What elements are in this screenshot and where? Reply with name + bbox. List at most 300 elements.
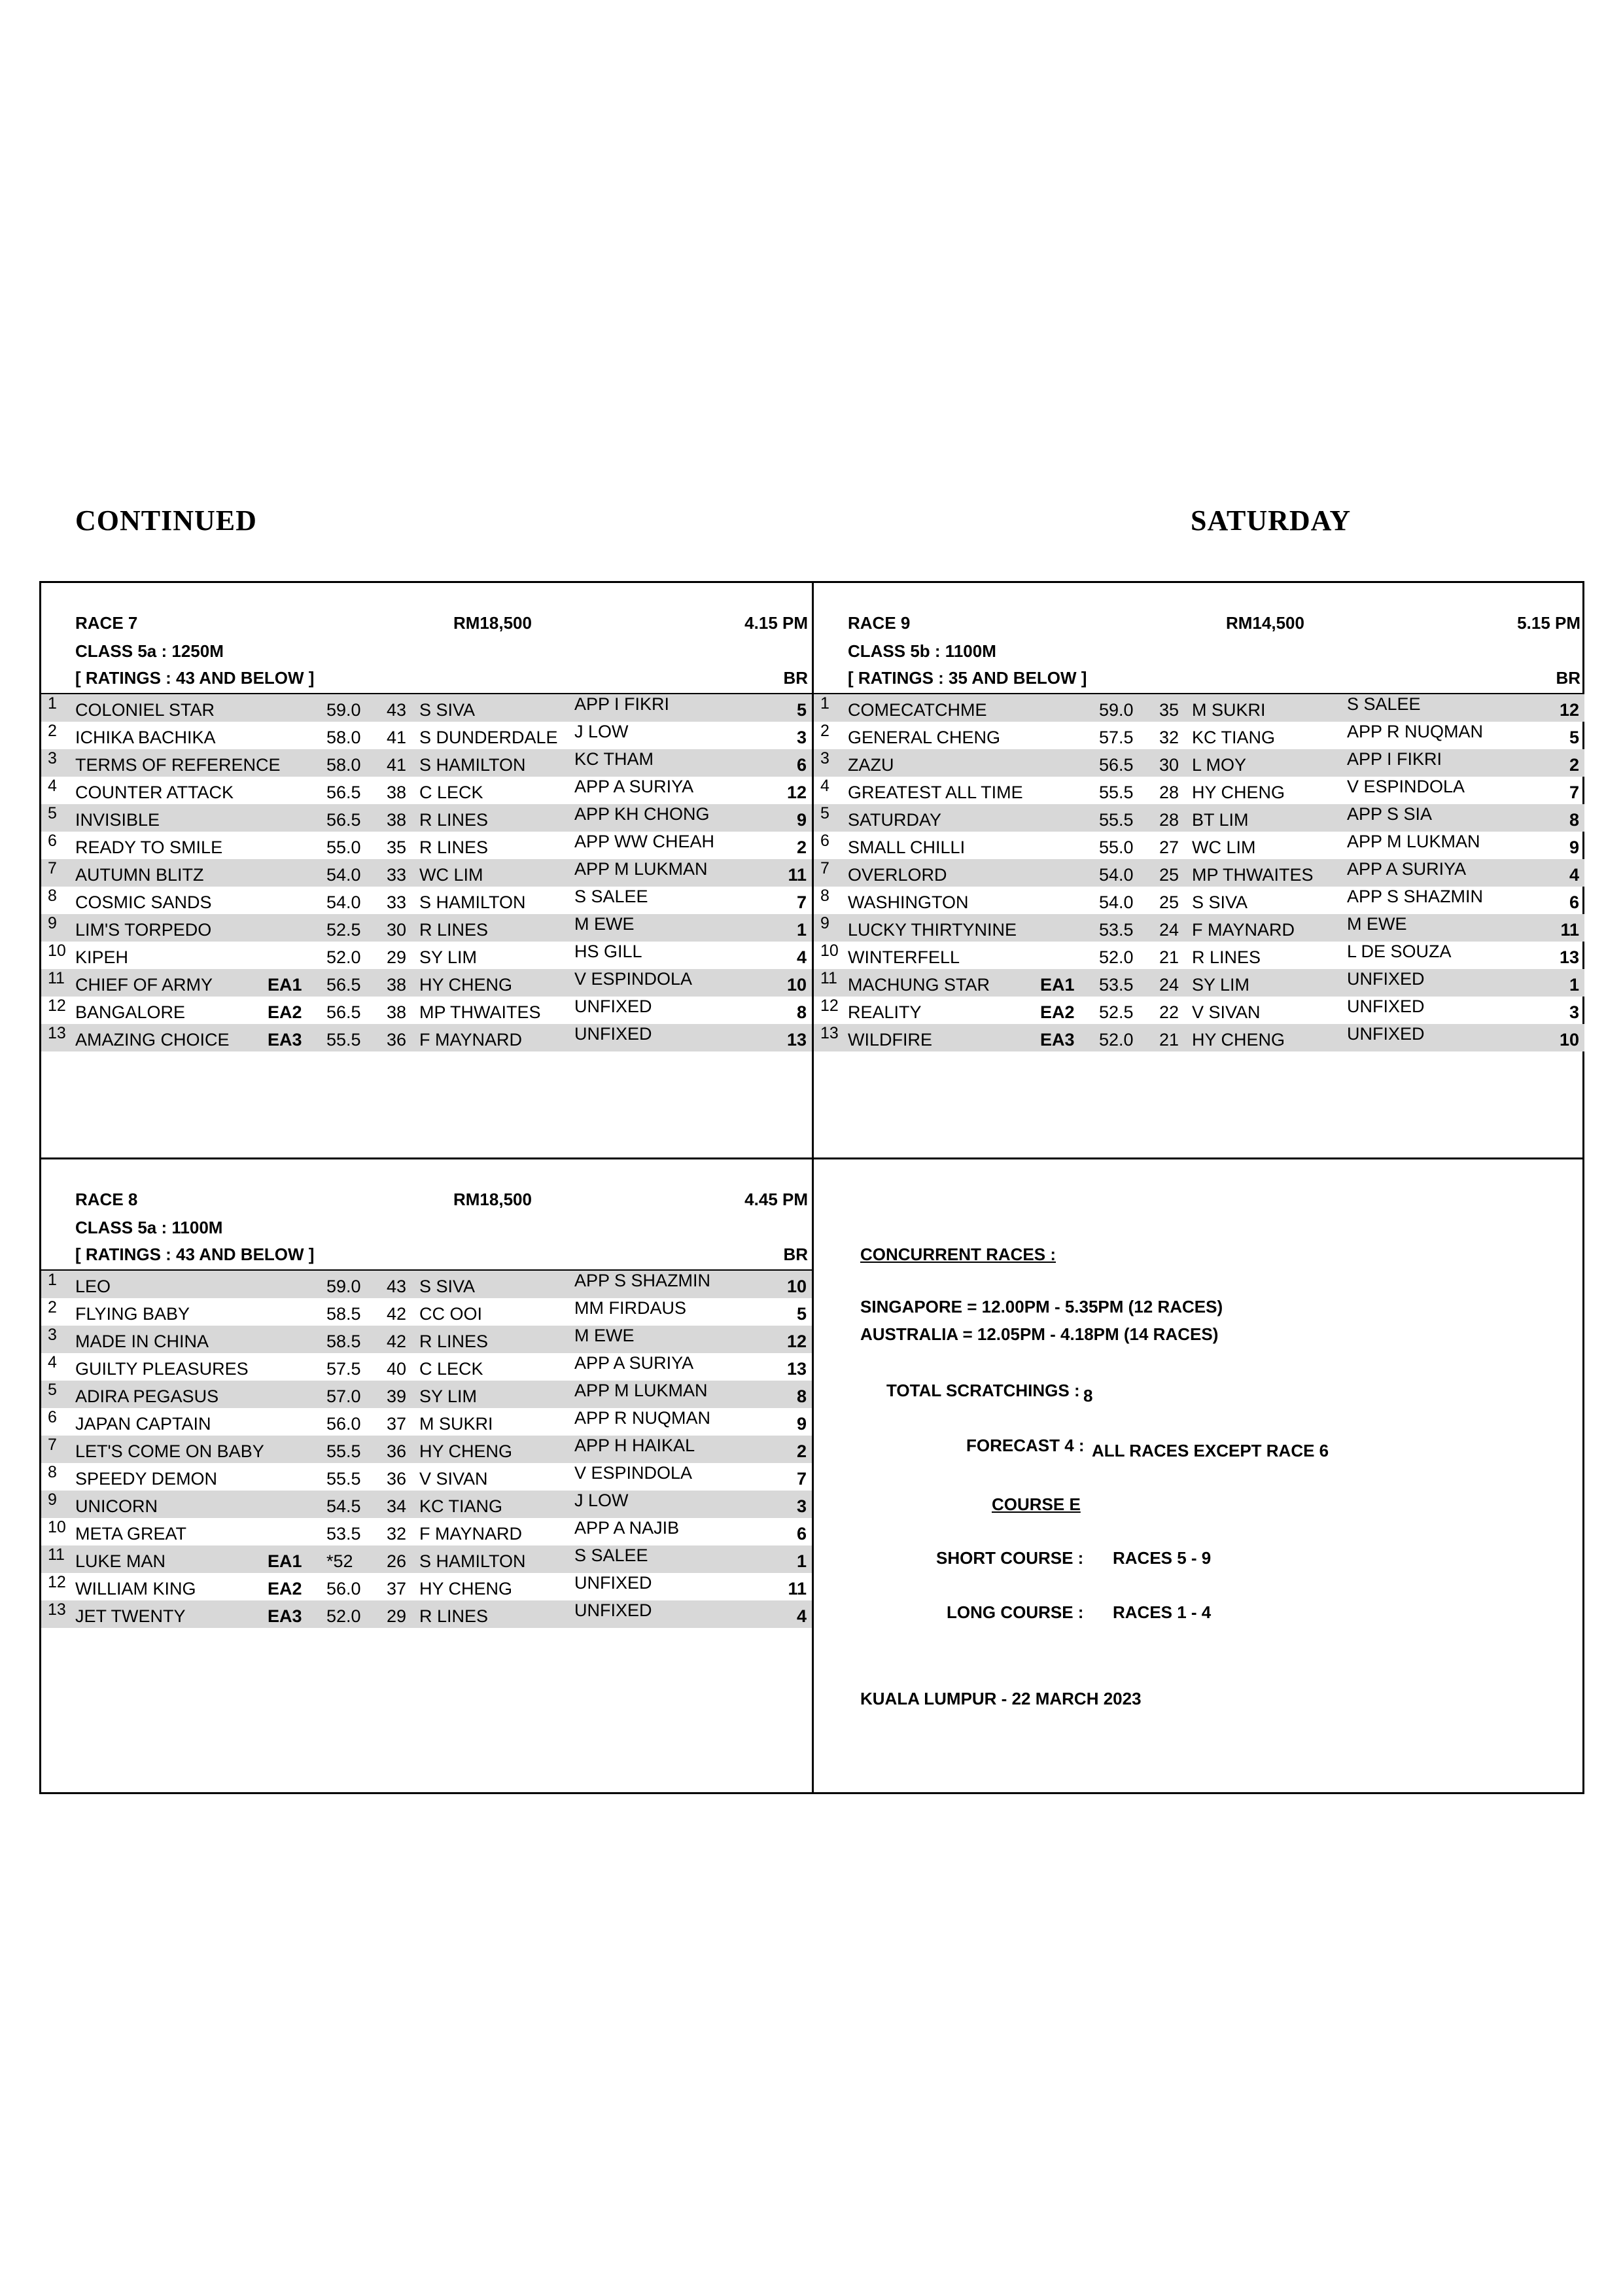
entry-row [41, 859, 812, 887]
race-ratings: [ RATINGS : 35 AND BELOW ] [848, 668, 1087, 688]
trainer: APP WW CHEAH [574, 832, 715, 851]
horizontal-divider [41, 1157, 1582, 1159]
entry-row [41, 777, 812, 804]
entry-row [41, 1545, 812, 1573]
emergency-acceptor: EA3 [1040, 1030, 1075, 1050]
entry-row [814, 694, 1584, 722]
barrier: 9 [796, 1414, 807, 1434]
entry-number: 12 [48, 997, 66, 1015]
rating: 30 [1159, 755, 1179, 775]
jockey: L MOY [1192, 755, 1247, 775]
barrier: 11 [788, 865, 807, 885]
rating: 21 [1159, 947, 1179, 967]
horse-name: SMALL CHILLI [848, 838, 966, 857]
jockey: C LECK [419, 1359, 483, 1379]
place-date: KUALA LUMPUR - 22 MARCH 2023 [860, 1689, 1142, 1708]
rating: 32 [1159, 728, 1179, 747]
rating: 25 [1159, 865, 1179, 885]
jockey: S DUNDERDALE [419, 728, 558, 747]
entry-number: 12 [820, 997, 839, 1015]
emergency-acceptor: EA3 [268, 1606, 302, 1626]
horse-name: WINTERFELL [848, 947, 960, 967]
jockey: HY CHENG [419, 1579, 513, 1598]
weight: 53.5 [1099, 920, 1134, 940]
jockey: S HAMILTON [419, 892, 526, 912]
continued-heading: CONTINUED [75, 504, 257, 537]
entry-number: 9 [820, 914, 829, 932]
entry-number: 11 [820, 969, 837, 987]
barrier: 6 [1569, 892, 1579, 912]
jockey: C LECK [419, 783, 483, 802]
horse-name: LUCKY THIRTYNINE [848, 920, 1017, 940]
jockey: SY LIM [419, 1386, 478, 1406]
horse-name: INVISIBLE [75, 810, 160, 830]
weight: 56.5 [326, 783, 361, 802]
entry-number: 2 [48, 1298, 57, 1316]
trainer: L DE SOUZA [1347, 942, 1452, 961]
weight: 56.5 [326, 1002, 361, 1022]
weight: 52.0 [1099, 1030, 1134, 1050]
jockey: V SIVAN [1192, 1002, 1261, 1022]
weight: 54.0 [326, 865, 361, 885]
jockey: R LINES [419, 1606, 489, 1626]
trainer: APP M LUKMAN [1347, 832, 1480, 851]
jockey: S SIVA [1192, 892, 1248, 912]
entry-row [41, 1491, 812, 1518]
rating: 28 [1159, 783, 1179, 802]
rating: 36 [387, 1441, 407, 1461]
rating: 43 [387, 700, 407, 720]
horse-name: AUTUMN BLITZ [75, 865, 204, 885]
race-ratings: [ RATINGS : 43 AND BELOW ] [75, 668, 315, 688]
weight: 54.0 [326, 892, 361, 912]
race-ratings: [ RATINGS : 43 AND BELOW ] [75, 1245, 315, 1264]
barrier: 11 [1560, 920, 1579, 940]
race-prize: RM18,500 [453, 613, 532, 633]
trainer: J LOW [574, 1491, 629, 1510]
entry-row [41, 1326, 812, 1353]
horse-name: CHIEF OF ARMY [75, 975, 213, 995]
entry-row [41, 969, 812, 997]
entry-number: 4 [48, 777, 57, 795]
jockey: MP THWAITES [419, 1002, 541, 1022]
trainer: APP S SIA [1347, 804, 1433, 824]
entry-number: 8 [48, 887, 57, 905]
rating: 32 [387, 1524, 407, 1544]
entry-number: 13 [48, 1024, 66, 1042]
horse-name: JAPAN CAPTAIN [75, 1414, 211, 1434]
entry-row [41, 749, 812, 777]
entry-row [41, 1353, 812, 1381]
rating: 26 [387, 1551, 407, 1571]
entry-number: 13 [48, 1600, 66, 1619]
entry-row [41, 722, 812, 749]
weight: 55.5 [1099, 783, 1134, 802]
horse-name: READY TO SMILE [75, 838, 223, 857]
weight: 52.5 [326, 920, 361, 940]
horse-name: ADIRA PEGASUS [75, 1386, 219, 1406]
barrier: 2 [796, 838, 807, 857]
weight: 55.5 [326, 1469, 361, 1489]
weight: 59.0 [326, 1277, 361, 1296]
horse-name: COUNTER ATTACK [75, 783, 234, 802]
trainer: V ESPINDOLA [1347, 777, 1465, 796]
entry-row [41, 1600, 812, 1628]
jockey: F MAYNARD [419, 1524, 523, 1544]
barrier: 1 [796, 1551, 807, 1571]
weight: 58.0 [326, 728, 361, 747]
barrier: 3 [796, 1496, 807, 1516]
entry-number: 1 [48, 694, 57, 713]
race-time: 4.45 PM [744, 1190, 808, 1209]
jockey: R LINES [419, 920, 489, 940]
jockey: R LINES [419, 810, 489, 830]
weight: 56.0 [326, 1414, 361, 1434]
jockey: BT LIM [1192, 810, 1249, 830]
jockey: V SIVAN [419, 1469, 488, 1489]
weight: 55.5 [1099, 810, 1134, 830]
barrier: 5 [796, 700, 807, 720]
rating: 25 [1159, 892, 1179, 912]
jockey: KC TIANG [419, 1496, 503, 1516]
barrier: 11 [788, 1579, 807, 1598]
barrier: 4 [1569, 865, 1579, 885]
weight: 57.5 [326, 1359, 361, 1379]
race-class: CLASS 5b : 1100M [848, 641, 996, 661]
trainer: APP A SURIYA [574, 777, 694, 796]
entry-number: 5 [48, 804, 57, 822]
trainer: UNFIXED [574, 1573, 652, 1593]
horse-name: TERMS OF REFERENCE [75, 755, 281, 775]
jockey: S HAMILTON [419, 755, 526, 775]
barrier: 12 [786, 1332, 807, 1351]
horse-name: ZAZU [848, 755, 894, 775]
jockey: WC LIM [1192, 838, 1256, 857]
rating: 34 [387, 1496, 407, 1516]
trainer: APP H HAIKAL [574, 1436, 695, 1455]
barrier: 8 [796, 1386, 807, 1406]
horse-name: LIM'S TORPEDO [75, 920, 212, 940]
entry-number: 6 [48, 1408, 57, 1426]
horse-name: FLYING BABY [75, 1304, 190, 1324]
emergency-acceptor: EA1 [268, 975, 302, 995]
trainer: UNFIXED [1347, 969, 1425, 989]
barrier: 12 [786, 783, 807, 802]
trainer: APP A SURIYA [1347, 859, 1467, 879]
long-course-label: LONG COURSE : [947, 1602, 1084, 1622]
trainer: APP S SHAZMIN [574, 1271, 711, 1290]
entry-number: 10 [820, 942, 839, 960]
entry-number: 5 [820, 804, 829, 822]
day-heading: SATURDAY [1191, 504, 1352, 537]
trainer: UNFIXED [1347, 997, 1425, 1016]
barrier: 13 [786, 1030, 807, 1050]
entry-row [41, 804, 812, 832]
barrier: 13 [1559, 947, 1579, 967]
jockey: R LINES [1192, 947, 1261, 967]
weight: 53.5 [1099, 975, 1134, 995]
short-course-label: SHORT COURSE : [936, 1548, 1084, 1568]
entry-row [814, 997, 1584, 1024]
singapore-races: SINGAPORE = 12.00PM - 5.35PM (12 RACES) [860, 1297, 1223, 1316]
scratchings-label: TOTAL SCRATCHINGS : [886, 1381, 1080, 1400]
trainer: APP R NUQMAN [574, 1408, 711, 1428]
rating: 27 [1159, 838, 1179, 857]
forecast-label: FORECAST 4 : [966, 1436, 1085, 1455]
jockey: S HAMILTON [419, 1551, 526, 1571]
trainer: M EWE [574, 914, 635, 934]
horse-name: COSMIC SANDS [75, 892, 212, 912]
jockey: WC LIM [419, 865, 483, 885]
horse-name: JET TWENTY [75, 1606, 186, 1626]
weight: 55.5 [326, 1030, 361, 1050]
weight: 58.0 [326, 755, 361, 775]
long-course-value: RACES 1 - 4 [1113, 1602, 1212, 1622]
barrier: 4 [796, 947, 807, 967]
trainer: V ESPINDOLA [574, 1463, 693, 1483]
horse-name: SPEEDY DEMON [75, 1469, 218, 1489]
barrier: 8 [796, 1002, 807, 1022]
jockey: MP THWAITES [1192, 865, 1314, 885]
short-course-value: RACES 5 - 9 [1113, 1548, 1212, 1568]
jockey: F MAYNARD [419, 1030, 523, 1050]
barrier: 10 [786, 1277, 807, 1296]
race-title: RACE 9 [848, 613, 911, 633]
emergency-acceptor: EA2 [1040, 1002, 1075, 1022]
horse-name: SATURDAY [848, 810, 942, 830]
entry-number: 7 [48, 1436, 57, 1454]
weight: 54.0 [1099, 892, 1134, 912]
concurrent-races-title: CONCURRENT RACES : [860, 1245, 1056, 1264]
entry-number: 1 [48, 1271, 57, 1289]
trainer: APP I FIKRI [1347, 749, 1442, 769]
barrier: 7 [1569, 783, 1579, 802]
horse-name: MADE IN CHINA [75, 1332, 209, 1351]
course-label: COURSE E [992, 1494, 1081, 1514]
rating: 35 [1159, 700, 1179, 720]
entry-number: 11 [48, 969, 65, 987]
jockey: R LINES [419, 838, 489, 857]
jockey: F MAYNARD [1192, 920, 1295, 940]
jockey: M SUKRI [1192, 700, 1266, 720]
entry-number: 9 [48, 914, 57, 932]
jockey: HY CHENG [1192, 1030, 1285, 1050]
trainer: APP KH CHONG [574, 804, 710, 824]
entry-row [41, 1298, 812, 1326]
scratchings-value: 8 [1083, 1386, 1093, 1405]
entry-number: 4 [48, 1353, 57, 1371]
trainer: APP S SHAZMIN [1347, 887, 1484, 906]
entry-number: 7 [48, 859, 57, 877]
horse-name: GREATEST ALL TIME [848, 783, 1023, 802]
horse-name: GENERAL CHENG [848, 728, 1001, 747]
rating: 37 [387, 1414, 407, 1434]
barrier: 2 [796, 1441, 807, 1461]
entry-row [41, 887, 812, 914]
weight: 55.0 [1099, 838, 1134, 857]
entry-row [41, 997, 812, 1024]
entry-number: 8 [48, 1463, 57, 1481]
rating: 21 [1159, 1030, 1179, 1050]
horse-name: COLONIEL STAR [75, 700, 215, 720]
rating: 41 [387, 755, 407, 775]
barrier-header: BR [1556, 668, 1580, 688]
barrier: 9 [796, 810, 807, 830]
rating: 38 [387, 783, 407, 802]
horse-name: UNICORN [75, 1496, 158, 1516]
barrier: 13 [786, 1359, 807, 1379]
entry-number: 4 [820, 777, 829, 795]
weight: 56.5 [326, 810, 361, 830]
entry-row [41, 1408, 812, 1436]
entry-number: 11 [48, 1545, 65, 1564]
entry-number: 13 [820, 1024, 839, 1042]
rating: 42 [387, 1332, 407, 1351]
barrier: 12 [1559, 700, 1579, 720]
entry-number: 6 [48, 832, 57, 850]
rating: 33 [387, 892, 407, 912]
trainer: MM FIRDAUS [574, 1298, 686, 1318]
jockey: HY CHENG [419, 1441, 513, 1461]
entry-row [814, 804, 1584, 832]
barrier: 7 [796, 1469, 807, 1489]
weight: 57.0 [326, 1386, 361, 1406]
horse-name: MACHUNG STAR [848, 975, 990, 995]
entry-number: 8 [820, 887, 829, 905]
rating: 36 [387, 1030, 407, 1050]
weight: 55.0 [326, 838, 361, 857]
entry-row [814, 859, 1584, 887]
rating: 36 [387, 1469, 407, 1489]
entry-number: 10 [48, 942, 66, 960]
horse-name: WILLIAM KING [75, 1579, 196, 1598]
weight: 59.0 [326, 700, 361, 720]
trainer: APP R NUQMAN [1347, 722, 1484, 741]
entry-row [814, 914, 1584, 942]
barrier: 10 [786, 975, 807, 995]
barrier-header: BR [783, 1245, 808, 1264]
horse-name: KIPEH [75, 947, 129, 967]
horse-name: AMAZING CHOICE [75, 1030, 230, 1050]
entry-number: 2 [820, 722, 829, 740]
trainer: APP A SURIYA [574, 1353, 694, 1373]
jockey: R LINES [419, 1332, 489, 1351]
barrier: 3 [1569, 1002, 1579, 1022]
entry-number: 2 [48, 722, 57, 740]
jockey: S SIVA [419, 1277, 476, 1296]
trainer: UNFIXED [574, 1600, 652, 1620]
weight: 54.5 [326, 1496, 361, 1516]
trainer: APP M LUKMAN [574, 859, 708, 879]
entry-row [41, 832, 812, 859]
weight: *52 [326, 1551, 353, 1571]
barrier: 5 [1569, 728, 1579, 747]
horse-name: WASHINGTON [848, 892, 969, 912]
rating: 22 [1159, 1002, 1179, 1022]
jockey: KC TIANG [1192, 728, 1276, 747]
trainer: UNFIXED [574, 997, 652, 1016]
race-time: 5.15 PM [1517, 613, 1580, 633]
race-prize: RM14,500 [1226, 613, 1304, 633]
weight: 55.5 [326, 1441, 361, 1461]
entry-row [41, 1271, 812, 1298]
rating: 29 [387, 947, 407, 967]
entry-row [41, 1573, 812, 1600]
entry-row [814, 969, 1584, 997]
entry-number: 3 [48, 1326, 57, 1344]
trainer: HS GILL [574, 942, 642, 961]
barrier: 8 [1569, 810, 1579, 830]
trainer: M EWE [574, 1326, 635, 1345]
rating: 30 [387, 920, 407, 940]
weight: 52.0 [326, 1606, 361, 1626]
horse-name: ICHIKA BACHIKA [75, 728, 216, 747]
entry-row [814, 777, 1584, 804]
jockey: S SIVA [419, 700, 476, 720]
barrier: 6 [796, 1524, 807, 1544]
jockey: SY LIM [419, 947, 478, 967]
entry-row [814, 832, 1584, 859]
horse-name: LET'S COME ON BABY [75, 1441, 264, 1461]
barrier-header: BR [783, 668, 808, 688]
rating: 28 [1159, 810, 1179, 830]
jockey: HY CHENG [419, 975, 513, 995]
entry-row [814, 1024, 1584, 1051]
emergency-acceptor: EA2 [268, 1579, 302, 1598]
entry-list [814, 693, 1584, 1051]
barrier: 10 [1559, 1030, 1579, 1050]
race-prize: RM18,500 [453, 1190, 532, 1209]
entry-row [41, 1024, 812, 1051]
weight: 56.5 [326, 975, 361, 995]
weight: 54.0 [1099, 865, 1134, 885]
entry-row [41, 694, 812, 722]
rating: 24 [1159, 920, 1179, 940]
entry-list [41, 693, 812, 1051]
entry-row [41, 1436, 812, 1463]
barrier: 7 [796, 892, 807, 912]
race-time: 4.15 PM [744, 613, 808, 633]
entry-number: 5 [48, 1381, 57, 1399]
entry-number: 9 [48, 1491, 57, 1509]
jockey: CC OOI [419, 1304, 483, 1324]
barrier: 1 [796, 920, 807, 940]
rating: 43 [387, 1277, 407, 1296]
rating: 38 [387, 1002, 407, 1022]
trainer: V ESPINDOLA [574, 969, 693, 989]
entry-number: 12 [48, 1573, 66, 1591]
barrier: 4 [796, 1606, 807, 1626]
rating: 35 [387, 838, 407, 857]
weight: 52.5 [1099, 1002, 1134, 1022]
trainer: J LOW [574, 722, 629, 741]
entry-row [814, 722, 1584, 749]
horse-name: LEO [75, 1277, 111, 1296]
entry-number: 10 [48, 1518, 66, 1536]
horse-name: BANGALORE [75, 1002, 186, 1022]
emergency-acceptor: EA1 [268, 1551, 302, 1571]
jockey: SY LIM [1192, 975, 1250, 995]
trainer: UNFIXED [1347, 1024, 1425, 1044]
australia-races: AUSTRALIA = 12.05PM - 4.18PM (14 RACES) [860, 1324, 1219, 1344]
entry-row [41, 1518, 812, 1545]
weight: 59.0 [1099, 700, 1134, 720]
race-title: RACE 8 [75, 1190, 138, 1209]
entry-number: 3 [48, 749, 57, 768]
entry-number: 7 [820, 859, 829, 877]
entry-row [41, 942, 812, 969]
rating: 29 [387, 1606, 407, 1626]
